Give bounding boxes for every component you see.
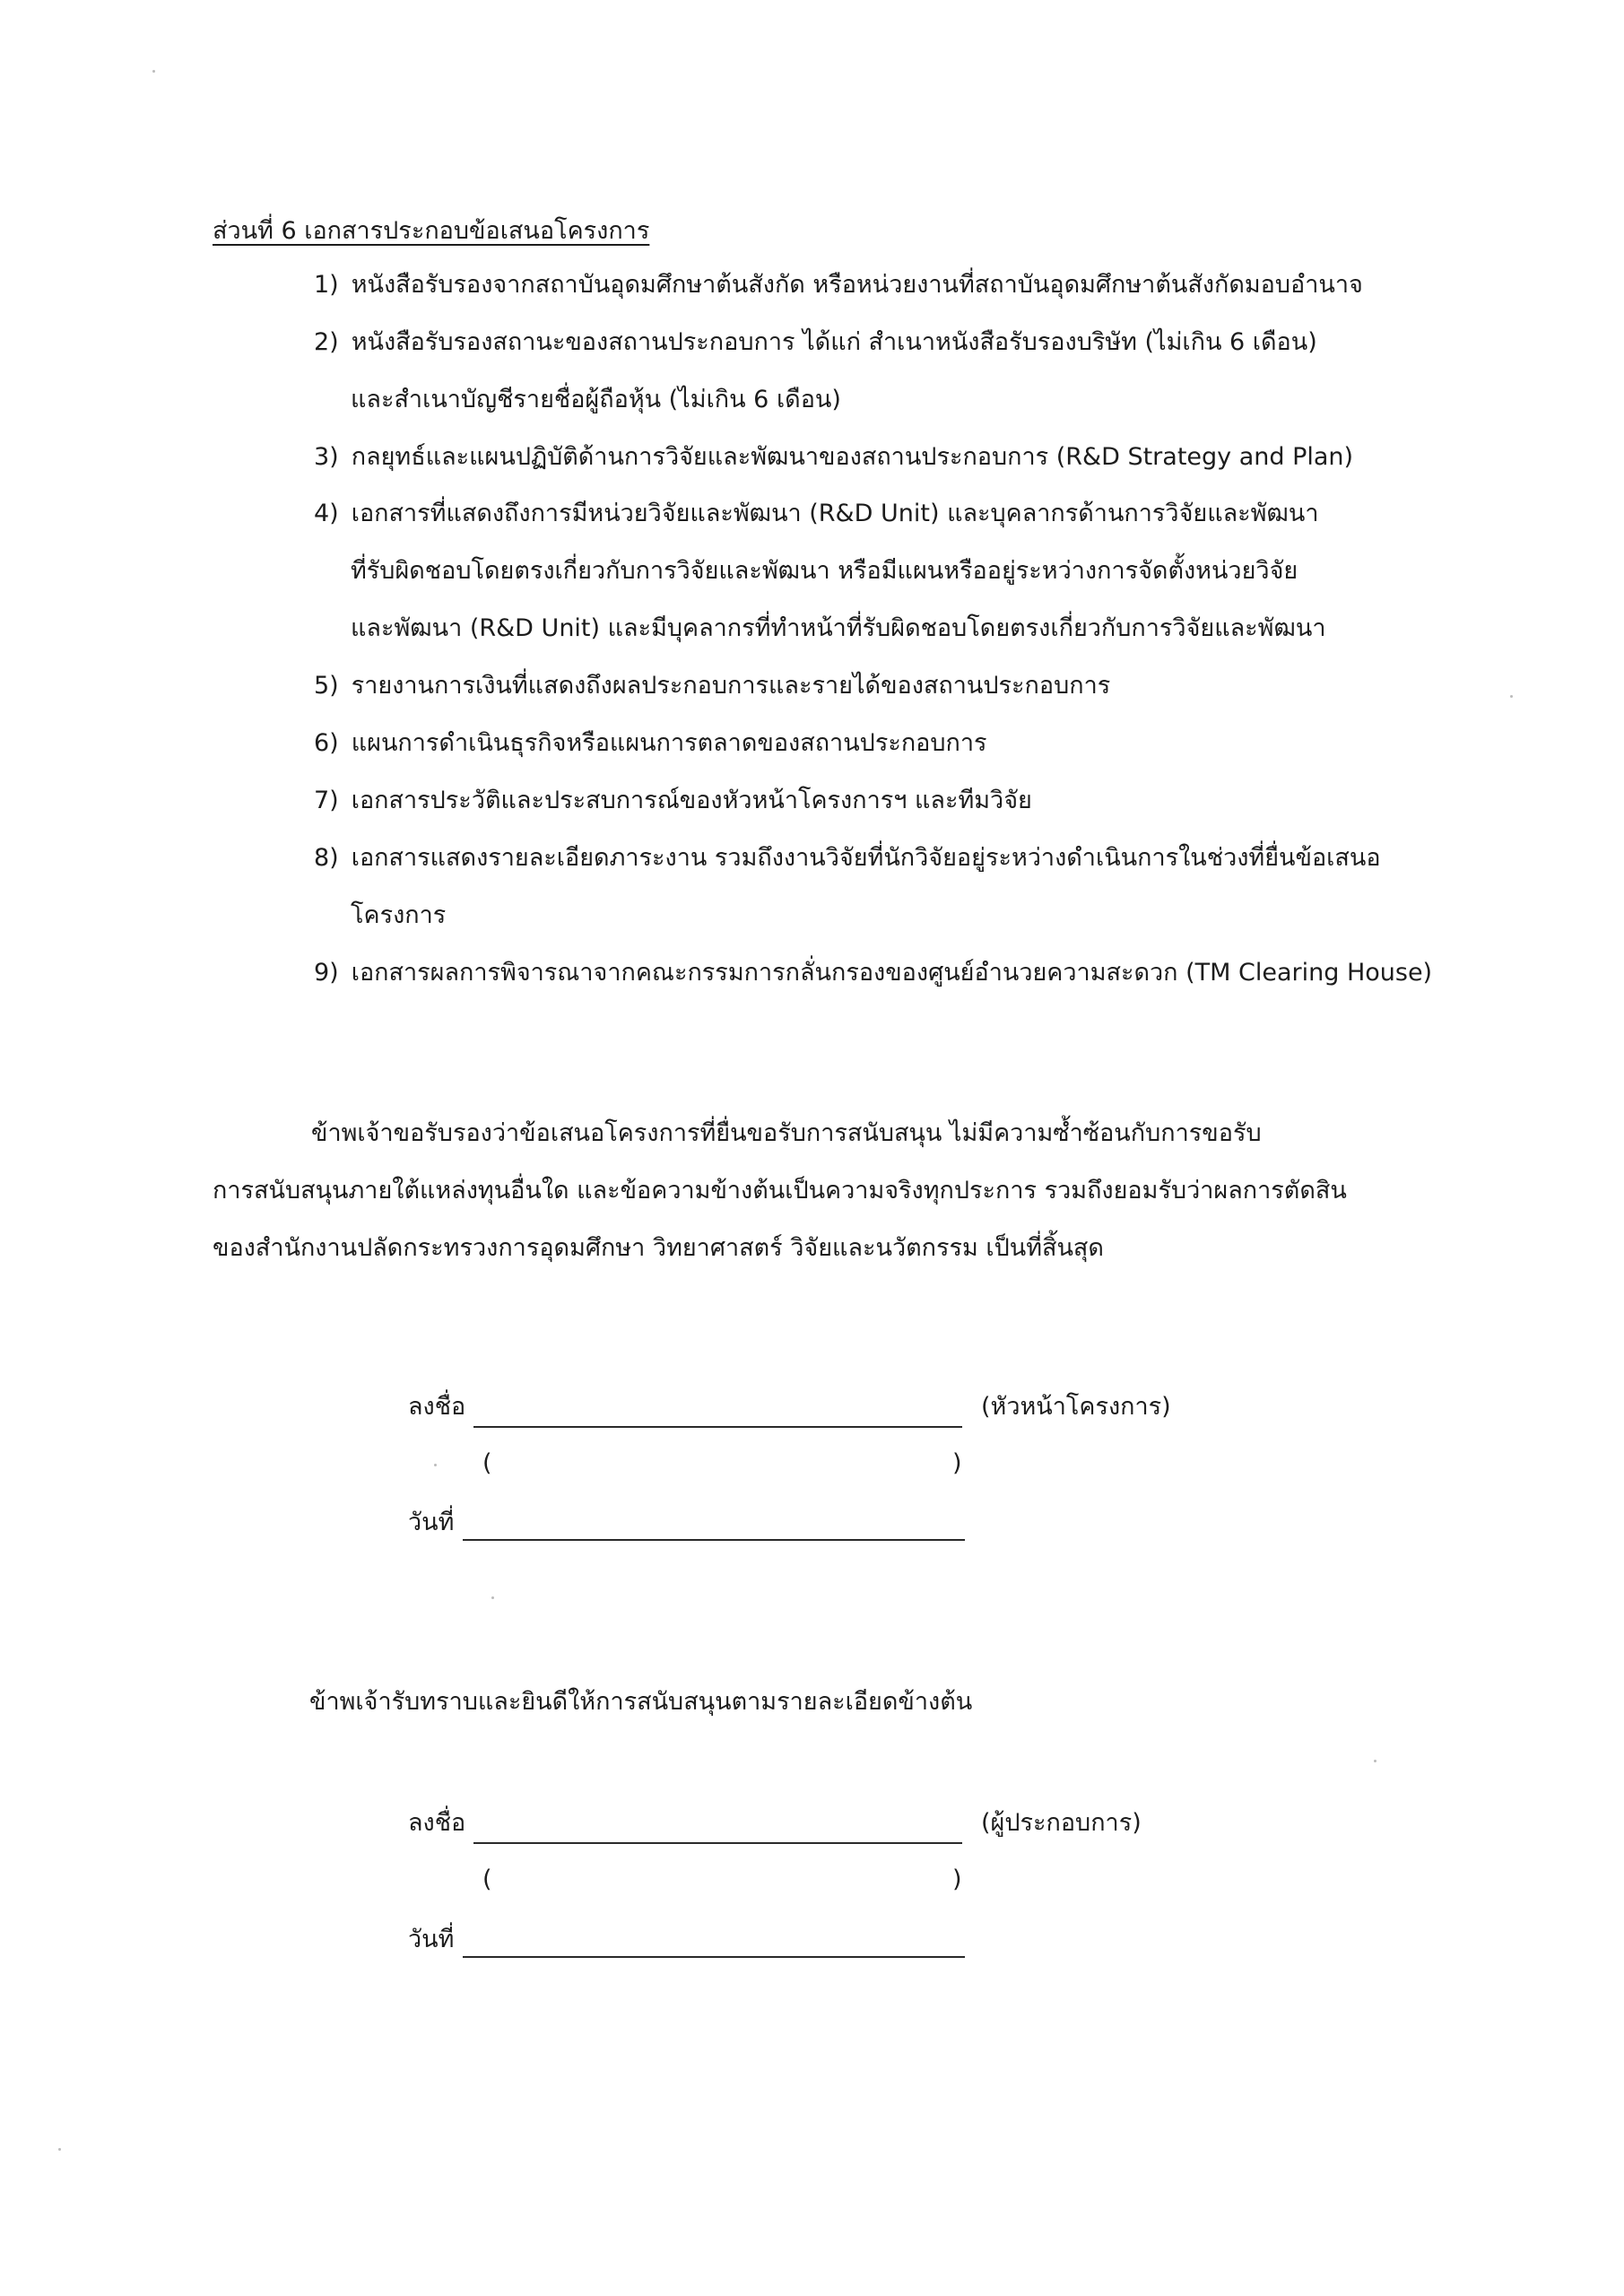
sign-label: ลงชื่อ (408, 1393, 466, 1421)
list-item (314, 439, 1353, 475)
scan-speck (1374, 1760, 1376, 1762)
list-item-text: เอกสารประวัติและประสบการณ์ของหัวหน้าโครงการฯ และทีมวิจัย (351, 787, 1032, 814)
date-line[interactable] (463, 1956, 965, 1958)
list-item-number: 4) (314, 500, 339, 527)
list-item-text: และพัฒนา (R&D Unit) และมีบุคลากรที่ทำหน้าที่รับผิดชอบโดยตรงเกี่ยวกับการวิจัยและพัฒนา (351, 614, 1326, 642)
acknowledgement-text: ข้าพเจ้ารับทราบและยินดีให้การสนับสนุนตามรายละเอียดข้างต้น (309, 1688, 973, 1716)
date-label: วันที่ (408, 1926, 455, 1953)
signature-line[interactable] (473, 1842, 962, 1844)
list-item-number: 6) (314, 729, 339, 757)
scan-speck (58, 2148, 61, 2151)
name-paren-close: ) (952, 1866, 962, 1893)
list-item-number: 1) (314, 271, 339, 299)
date-label: วันที่ (408, 1509, 455, 1536)
list-item-text: เอกสารที่แสดงถึงการมีหน่วยวิจัยและพัฒนา (R&D Unit) และบุคลากรด้านการวิจัยและพัฒนา (351, 500, 1319, 527)
list-item (314, 325, 1317, 418)
list-item (314, 668, 1110, 704)
list-item-text: หนังสือรับรองจากสถาบันอุดมศึกษาต้นสังกัด หรือหน่วยงานที่สถาบันอุดมศึกษาต้นสังกัดมอบอำนาจ (351, 271, 1363, 299)
name-paren-open: ( (482, 1449, 492, 1477)
list-item (314, 783, 1032, 819)
date-line[interactable] (463, 1539, 965, 1541)
list-item (314, 955, 1432, 991)
list-item-number: 9) (314, 959, 339, 987)
list-item-text: รายงานการเงินที่แสดงถึงผลประกอบการและรายได้ของสถานประกอบการ (351, 672, 1111, 700)
scan-speck (434, 1464, 437, 1466)
list-item-text: และสำเนาบัญชีรายชื่อผู้ถือหุ้น (ไม่เกิน 6 เดือน) (351, 386, 841, 413)
list-item-text: แผนการดำเนินธุรกิจหรือแผนการตลาดของสถานประกอบการ (351, 729, 987, 757)
scan-speck (491, 1596, 494, 1599)
signer-role: (หัวหน้าโครงการ) (981, 1393, 1171, 1421)
list-item (314, 267, 1363, 303)
list-item (314, 496, 1325, 647)
name-paren-close: ) (952, 1449, 962, 1477)
name-paren-open: ( (482, 1866, 492, 1893)
list-item (314, 726, 987, 761)
declaration-paragraph (213, 1105, 1504, 1277)
list-item-number: 8) (314, 844, 339, 872)
list-item-text: หนังสือรับรองสถานะของสถานประกอบการ ได้แก่ สำเนาหนังสือรับรองบริษัท (ไม่เกิน 6 เดือน) (351, 328, 1317, 356)
list-item-text: โครงการ (351, 901, 447, 929)
declaration-line: ข้าพเจ้าขอรับรองว่าข้อเสนอโครงการที่ยื่นขอรับการสนับสนุน ไม่มีความซ้ำซ้อนกับการขอรับ (311, 1119, 1262, 1147)
scan-speck (152, 70, 155, 73)
list-item (314, 840, 1381, 934)
sign-label: ลงชื่อ (408, 1809, 466, 1837)
list-item-number: 3) (314, 443, 339, 471)
declaration-line: ของสำนักงานปลัดกระทรวงการอุดมศึกษา วิทยาศาสตร์ วิจัยและนวัตกรรม เป็นที่สิ้นสุด (213, 1234, 1104, 1262)
list-item-text: เอกสารผลการพิจารณาจากคณะกรรมการกลั่นกรองของศูนย์อำนวยความสะดวก (TM Clearing House) (351, 959, 1433, 987)
signature-line[interactable] (473, 1426, 962, 1428)
section-title: ส่วนที่ 6 เอกสารประกอบข้อเสนอโครงการ (213, 217, 650, 245)
signer-role: (ผู้ประกอบการ) (981, 1809, 1142, 1837)
list-item-number: 5) (314, 672, 339, 700)
list-item-number: 2) (314, 328, 339, 356)
list-item-text: กลยุทธ์และแผนปฏิบัติด้านการวิจัยและพัฒนาของสถานประกอบการ (R&D Strategy and Plan) (351, 443, 1354, 471)
list-item-number: 7) (314, 787, 339, 814)
list-item-text: เอกสารแสดงรายละเอียดภาระงาน รวมถึงงานวิจัยที่นักวิจัยอยู่ระหว่างดำเนินการในช่วงที่ยื่นข้อเสนอ (351, 844, 1381, 872)
list-item-text: ที่รับผิดชอบโดยตรงเกี่ยวกับการวิจัยและพัฒนา หรือมีแผนหรืออยู่ระหว่างการจัดตั้งหน่วยวิจัย (351, 557, 1298, 585)
scan-speck (1510, 695, 1513, 698)
declaration-line: การสนับสนุนภายใต้แหล่งทุนอื่นใด และข้อความข้างต้นเป็นความจริงทุกประการ รวมถึงยอมรับว่าผลการตัดสิน (213, 1177, 1347, 1205)
